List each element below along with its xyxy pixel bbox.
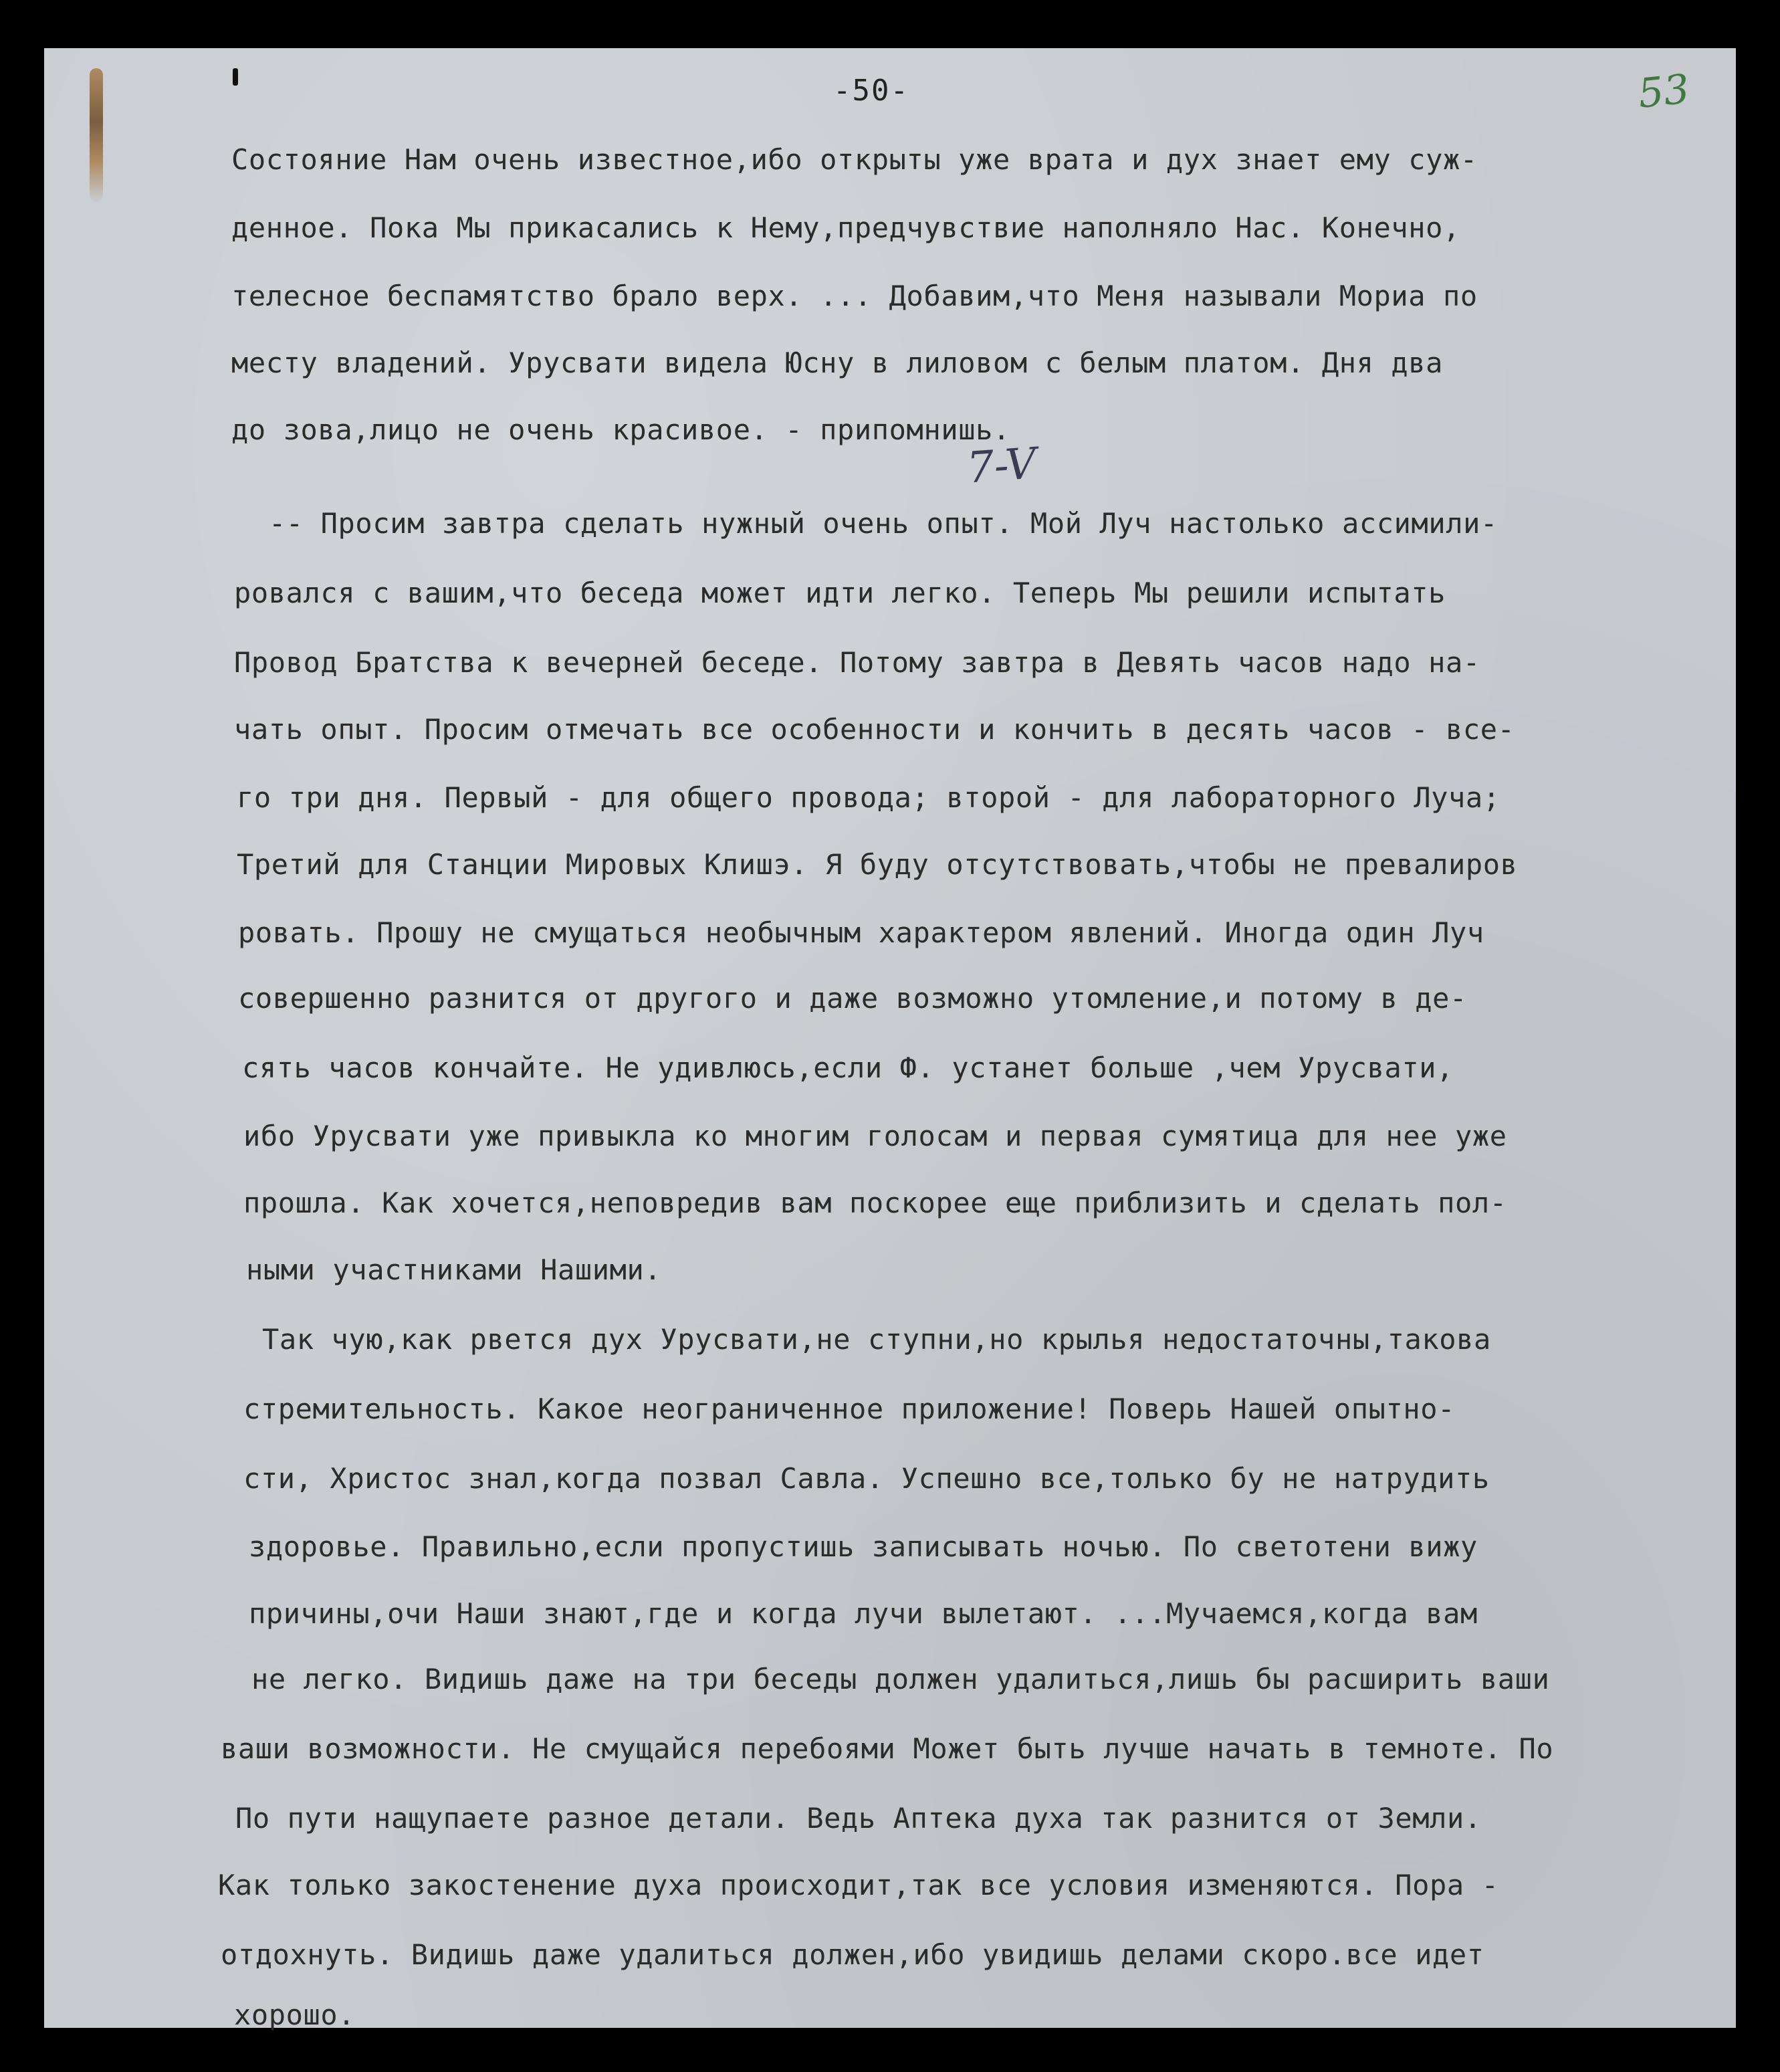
text-line: отдохнуть. Видишь даже удалиться должен,ибо увидишь делами скоро.все идет [221, 1938, 1484, 1971]
page-number: -50- [833, 74, 909, 108]
text-line: прошла. Как хочется,неповредив вам поскорее еще приблизить и сделать пол- [243, 1186, 1507, 1219]
text-line: хорошо. [234, 1998, 356, 2031]
text-line: -- Просим завтра сделать нужный очень опыт. Мой Луч настолько ассимили- [269, 507, 1498, 540]
text-line: сти, Христос знал,когда позвал Савла. Успешно все,только бу не натрудить [243, 1462, 1490, 1495]
text-line: чать опыт. Просим отмечать все особенности и кончить в десять часов - все- [234, 713, 1515, 746]
text-line: не легко. Видишь даже на три беседы должен удалиться,лишь бы расширить ваши [251, 1663, 1550, 1695]
archive-number: 53 [1636, 66, 1692, 118]
text-line: сять часов кончайте. Не удивлюсь,если Ф. устанет больше ,чем Урусвати, [242, 1051, 1454, 1084]
text-line: здоровье. Правильно,если пропустишь записывать ночью. По светотени вижу [249, 1530, 1478, 1563]
handwritten-note: 7-V [965, 439, 1038, 494]
text-line: телесное беспамятство брало верх. ... Добавим,что Меня называли Мориа по [231, 280, 1478, 312]
text-line: ровать. Прошу не смущаться необычным характером явлений. Иногда один Луч [238, 916, 1484, 949]
text-line: Так чую,как рвется дух Урусвати,не ступни,но крылья недостаточны,такова [262, 1323, 1491, 1356]
ink-mark [233, 68, 238, 86]
text-line: ровался с вашим,что беседа может идти легко. Теперь Мы решили испытать [234, 577, 1446, 609]
text-line: причины,очи Наши знают,где и когда лучи вылетают. ...Мучаемся,когда вам [249, 1597, 1478, 1630]
text-line: до зова,лицо не очень красивое. - припомнишь. [231, 413, 1010, 446]
text-line: месту владений. Урусвати видела Юсну в лиловом с белым платом. Дня два [231, 346, 1444, 379]
text-line: Состояние Нам очень известное,ибо открыты уже врата и дух знает ему суж- [231, 143, 1478, 176]
text-line: По пути нащупаете разное детали. Ведь Аптека духа так разнится от Земли. [235, 1802, 1482, 1835]
text-line: стремительность. Какое неограниченное приложение! Поверь Нашей опытно- [243, 1392, 1456, 1425]
text-line: Третий для Станции Мировых Клишэ. Я буду отсутствовать,чтобы не превалиров [237, 848, 1518, 881]
text-line: ибо Урусвати уже привыкла ко многим голосам и первая сумятица для нее уже [243, 1120, 1507, 1152]
text-line: совершенно разнится от другого и даже возможно утомление,и потому в де- [238, 982, 1467, 1015]
rust-stain [90, 68, 103, 202]
text-line: ными участниками Нашими. [246, 1253, 662, 1286]
typewritten-page [44, 48, 1736, 2031]
text-line: денное. Пока Мы прикасались к Нему,предчувствие наполняло Нас. Конечно, [231, 211, 1460, 244]
text-line: ваши возможности. Не смущайся перебоями Может быть лучше начать в темноте. По [221, 1732, 1554, 1765]
text-line: Как только закостенение духа происходит,так все условия изменяются. Пора - [218, 1869, 1499, 1901]
text-line: го три дня. Первый - для общего провода; второй - для лабораторного Луча; [237, 781, 1500, 814]
text-line: Провод Братства к вечерней беседе. Потому завтра в Девять часов надо на- [234, 646, 1480, 679]
